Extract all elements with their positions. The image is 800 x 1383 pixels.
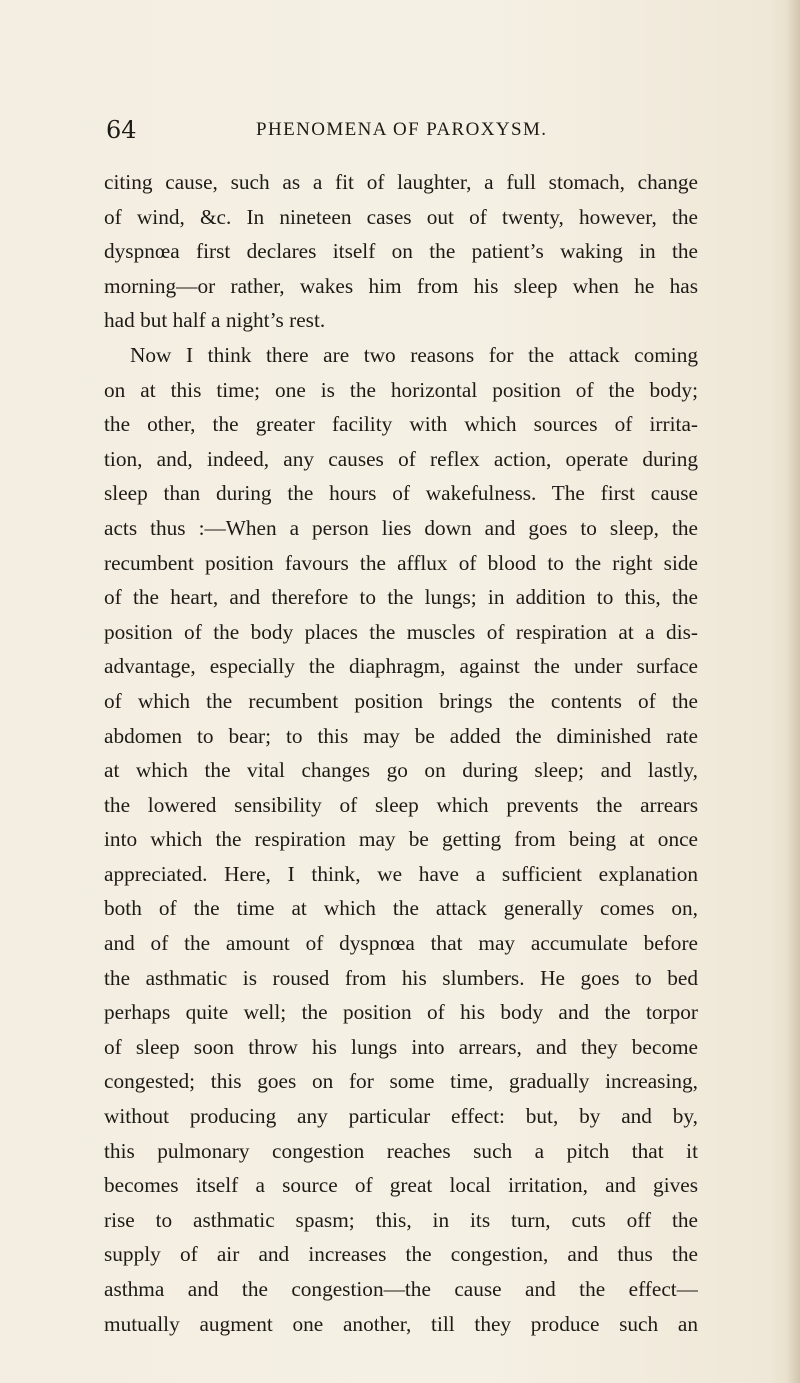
text-line: at which the vital changes go on during sleep; and lastly, xyxy=(104,758,698,783)
text-line: congested; this goes on for some time, gradually increasing, xyxy=(104,1069,698,1094)
text-line: had but half a night’s rest. xyxy=(104,308,326,333)
text-line: and of the amount of dyspnœa that may accumulate before xyxy=(104,931,698,956)
text-line: citing cause, such as a fit of laughter, a full stomach, change xyxy=(104,170,698,194)
running-head: PHENOMENA OF PAROXYSM. xyxy=(256,119,548,140)
text-line: becomes itself a source of great local irritation, and gives xyxy=(104,1173,698,1198)
text-line: into which the respiration may be getting from being at once xyxy=(104,827,698,852)
text-line: supply of air and increases the congestion, and thus the xyxy=(104,1242,698,1267)
text-line: acts thus :—When a person lies down and goes to sleep, the xyxy=(104,515,698,540)
text-line: sleep than during the hours of wakefulness. The first cause xyxy=(104,481,698,506)
text-line: dyspnœa first declares itself on the patient’s waking in the xyxy=(104,239,698,264)
page-header xyxy=(106,116,696,150)
text-line: of which the recumbent position brings the contents of the xyxy=(104,688,698,713)
text-line: of sleep soon throw his lungs into arrears, and they become xyxy=(104,1034,698,1059)
text-line: position of the body places the muscles of respiration at a dis- xyxy=(104,619,698,644)
text-line: on at this time; one is the horizontal position of the body; xyxy=(104,377,698,402)
text-line: mutually augment one another, till they produce such an xyxy=(104,1311,698,1336)
text-line: of the heart, and therefore to the lungs; in addition to this, the xyxy=(104,585,698,610)
text-line: both of the time at which the attack generally comes on, xyxy=(104,896,698,921)
text-line: abdomen to bear; to this may be added the diminished rate xyxy=(104,723,698,748)
text-line: the lowered sensibility of sleep which prevents the arrears xyxy=(104,792,698,817)
text-line: perhaps quite well; the position of his body and the torpor xyxy=(104,1000,698,1025)
text-line: morning—or rather, wakes him from his sleep when he has xyxy=(104,273,698,298)
text-line: the asthmatic is roused from his slumbers. He goes to bed xyxy=(104,965,698,990)
text-line: advantage, especially the diaphragm, against the under surface xyxy=(104,654,698,679)
text-line: recumbent position favours the afflux of blood to the right side xyxy=(104,550,698,575)
page-edge-shadow xyxy=(786,0,800,1383)
text-line: of wind, &c. In nineteen cases out of twenty, however, the xyxy=(104,204,698,229)
text-line: Now I think there are two reasons for the attack coming xyxy=(130,342,698,367)
text-line: the other, the greater facility with which sources of irrita- xyxy=(104,412,698,437)
text-line: without producing any particular effect: but, by and by, xyxy=(104,1104,698,1129)
page-number: 64 xyxy=(106,116,137,144)
text-line: tion, and, indeed, any causes of reflex action, operate during xyxy=(104,446,698,471)
text-line: this pulmonary congestion reaches such a pitch that it xyxy=(104,1138,698,1163)
text-line: appreciated. Here, I think, we have a sufficient explanation xyxy=(104,861,698,886)
text-line: rise to asthmatic spasm; this, in its turn, cuts off the xyxy=(104,1207,698,1232)
body-text xyxy=(104,165,698,1341)
text-line: asthma and the congestion—the cause and the effect— xyxy=(104,1277,698,1301)
